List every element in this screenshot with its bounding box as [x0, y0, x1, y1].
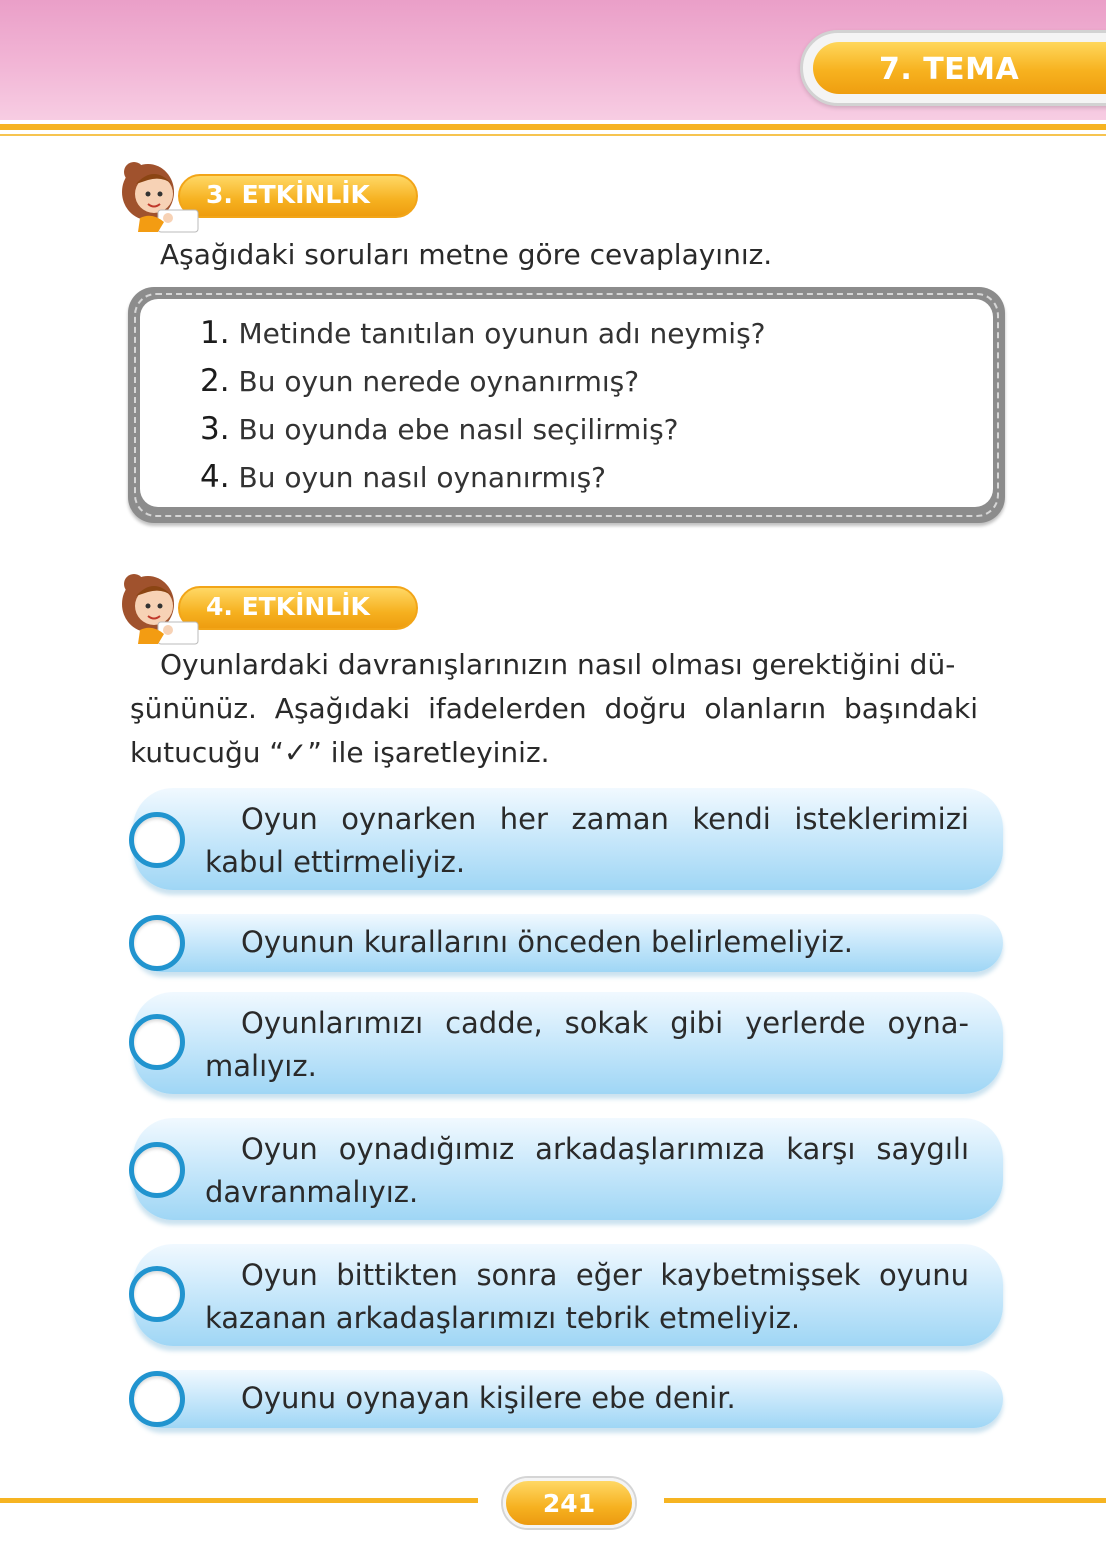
- theme-badge: [800, 30, 1106, 106]
- statement-text: Oyun oynadığımız arkadaşlarımıza karşı saygılı davranmalıyız.: [205, 1132, 969, 1209]
- activity-3-label: 3. ETKİNLİK: [206, 180, 370, 209]
- statement-item: [133, 914, 1003, 972]
- statement-text: Oyunun kurallarını önceden belirlemeliyiz.: [241, 925, 854, 959]
- footer-rule-left: [0, 1498, 478, 1503]
- activity-3-header: [118, 166, 420, 226]
- question-item: 3. Bu oyunda ebe nasıl seçilirmiş?: [200, 411, 679, 447]
- header-rule: [0, 124, 1106, 130]
- statement-item: [133, 1244, 1003, 1346]
- question-item: 2. Bu oyun nerede oynanırmış?: [200, 363, 640, 399]
- activity-4-instruction-line2: şününüz. Aşağıdaki ifadelerden doğru olanların başındaki: [130, 692, 978, 725]
- page-number-badge: [503, 1478, 635, 1528]
- activity-4-instruction-line3: kutucuğu “✓” ile işaretleyiniz.: [130, 736, 550, 769]
- checkbox-circle[interactable]: [129, 915, 185, 971]
- checkbox-circle[interactable]: [129, 1142, 185, 1198]
- checkbox-circle[interactable]: [129, 1014, 185, 1070]
- girl-mascot-icon: [118, 158, 204, 238]
- statement-item: [133, 788, 1003, 890]
- questions-box: [128, 287, 1005, 523]
- statement-item: [133, 1370, 1003, 1428]
- statement-text: Oyunu oynayan kişilere ebe denir.: [241, 1381, 736, 1415]
- girl-mascot-icon: [118, 570, 204, 650]
- activity-4-label: 4. ETKİNLİK: [206, 592, 370, 621]
- statement-text: Oyunlarımızı cadde, sokak gibi yerlerde oyna-malıyız.: [205, 1006, 969, 1083]
- activity-4-instruction-line1: Oyunlardaki davranışlarınızın nasıl olması gerektiğini dü-: [160, 648, 956, 681]
- footer-rule-right: [664, 1498, 1106, 1503]
- activity-3-instruction: Aşağıdaki soruları metne göre cevaplayınız.: [160, 238, 773, 271]
- statement-item: [133, 1118, 1003, 1220]
- question-item: 1. Metinde tanıtılan oyunun adı neymiş?: [200, 315, 766, 351]
- statement-item: [133, 992, 1003, 1094]
- header-rule-thin: [0, 134, 1106, 136]
- page-number: 241: [542, 1489, 596, 1518]
- checkbox-circle[interactable]: [129, 1266, 185, 1322]
- question-item: 4. Bu oyun nasıl oynanırmış?: [200, 459, 607, 495]
- activity-4-header: [118, 578, 420, 638]
- checkbox-circle[interactable]: [129, 1371, 185, 1427]
- statement-text: Oyun oynarken her zaman kendi isteklerimizi kabul ettirmeliyiz.: [205, 802, 969, 879]
- theme-label: 7. TEMA: [879, 52, 1020, 87]
- checkbox-circle[interactable]: [129, 812, 185, 868]
- statement-text: Oyun bittikten sonra eğer kaybetmişsek oyunu kazanan arkadaşlarımızı tebrik etmeliyiz.: [205, 1258, 969, 1335]
